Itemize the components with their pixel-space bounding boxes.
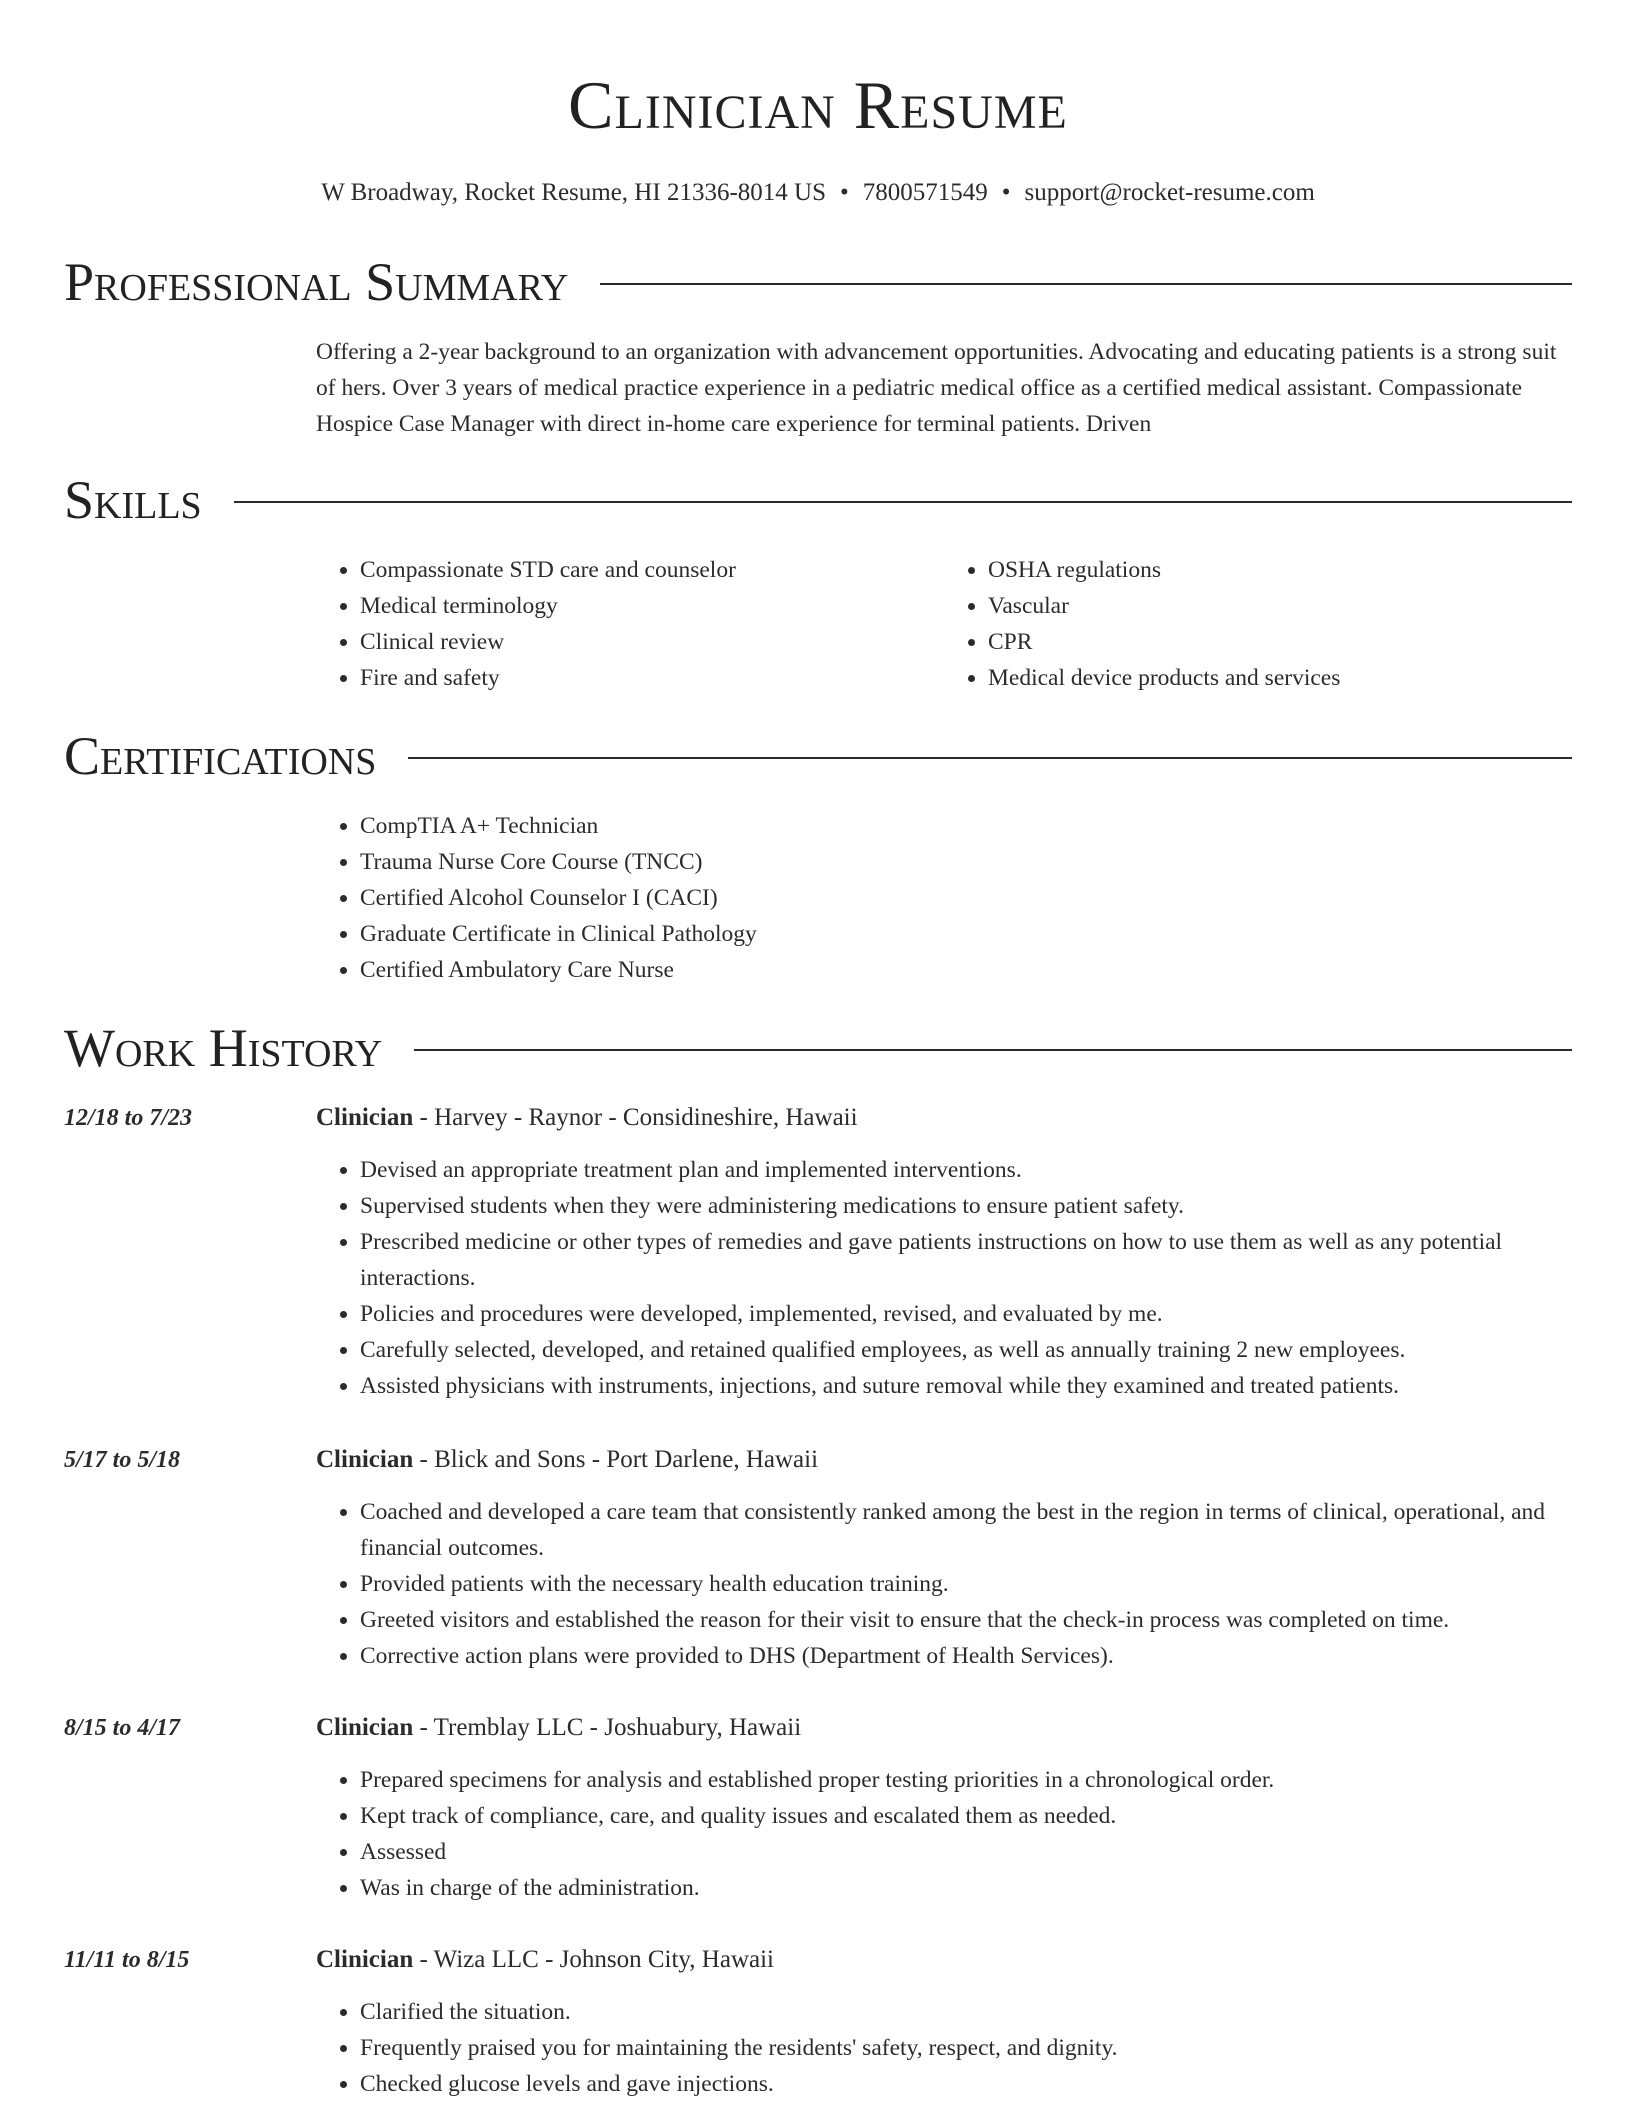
skill-item: • OSHA regulations — [988, 552, 1572, 588]
work-section-header — [64, 1018, 1572, 1078]
job-employer: - Blick and Sons - Port Darlene, Hawaii — [413, 1446, 819, 1473]
job-employer: - Tremblay LLC - Joshuabury, Hawaii — [413, 1714, 802, 1741]
job-duties-list — [316, 1152, 1572, 1404]
job-duties-list — [316, 1762, 1572, 1906]
job-duty-item: • Was in charge of the administration. — [360, 1870, 1572, 1906]
job-duties-list — [316, 1994, 1572, 2102]
contact-separator: • — [1001, 179, 1011, 206]
work-history-list — [64, 1100, 1572, 2102]
skill-item: • Compassionate STD care and counselor — [360, 552, 944, 588]
job-header — [316, 1942, 1572, 1978]
job-entry — [64, 1942, 1572, 2102]
job-duty-item: • Kept track of compliance, care, and quality issues and escalated them as needed. — [360, 1798, 1572, 1834]
job-duty-item: • Supervised students when they were administering medications to ensure patient safety. — [360, 1188, 1572, 1224]
job-dates: 5/17 to 5/18 — [64, 1447, 181, 1473]
skills-heading: Skills — [64, 470, 202, 530]
certification-item: • Certified Alcohol Counselor I (CACI) — [360, 880, 1572, 916]
job-duty-item: • Assisted physicians with instruments, injections, and suture removal while they examined and treated patients. — [360, 1368, 1572, 1404]
job-entry — [64, 1710, 1572, 1906]
job-body — [316, 1100, 1572, 1404]
job-employer: - Harvey - Raynor - Considineshire, Hawaii — [413, 1104, 858, 1131]
job-role: Clinician — [316, 1714, 414, 1741]
job-duty-item: • Coached and developed a care team that consistently ranked among the best in the region in terms of clinical, operational, and financial outcomes. — [360, 1494, 1572, 1566]
job-duty-item: • Clarified the situation. — [360, 1994, 1572, 2030]
certifications-section-header — [64, 726, 1572, 786]
contact-separator: • — [839, 179, 849, 206]
work-heading: Work History — [64, 1018, 383, 1078]
skills-list-right — [944, 552, 1572, 696]
job-employer: - Wiza LLC - Johnson City, Hawaii — [413, 1946, 774, 1973]
job-duty-item: • Carefully selected, developed, and retained qualified employees, as well as annually training 2 new employees. — [360, 1332, 1572, 1368]
contact-email: support@rocket-resume.com — [1024, 179, 1315, 206]
job-dates: 11/11 to 8/15 — [64, 1947, 190, 1973]
certification-item: • Trauma Nurse Core Course (TNCC) — [360, 844, 1572, 880]
summary-section-header — [64, 252, 1572, 312]
job-body — [316, 1442, 1572, 1674]
job-header — [316, 1100, 1572, 1136]
contact-address: W Broadway, Rocket Resume, HI 21336-8014 US — [321, 179, 826, 206]
job-duty-item: • Provided patients with the necessary health education training. — [360, 1566, 1572, 1602]
job-entry — [64, 1100, 1572, 1404]
job-dates: 12/18 to 7/23 — [64, 1105, 193, 1131]
job-body — [316, 1710, 1572, 1906]
job-duty-item: • Policies and procedures were developed, implemented, revised, and evaluated by me. — [360, 1296, 1572, 1332]
skill-item: • Clinical review — [360, 624, 944, 660]
section-divider — [234, 501, 1572, 503]
skill-item: • Vascular — [988, 588, 1572, 624]
skills-grid — [316, 552, 1572, 696]
job-duty-item: • Assessed — [360, 1834, 1572, 1870]
job-entry — [64, 1442, 1572, 1674]
job-header — [316, 1442, 1572, 1478]
summary-heading: Professional Summary — [64, 252, 569, 312]
section-divider — [600, 283, 1572, 285]
certification-item: • Graduate Certificate in Clinical Pathology — [360, 916, 1572, 952]
job-role: Clinician — [316, 1446, 414, 1473]
summary-text: Offering a 2-year background to an organization with advancement opportunities. Advocating and educating patients is a strong suit of hers. Over 3 years of medical practice experience in a pediatric medical office as a certified medical assistant. Compassionate Hospice Case Manager with direct in-home care experience for terminal patients. Driven — [316, 339, 1557, 437]
section-divider — [408, 757, 1572, 759]
skill-item: • Fire and safety — [360, 660, 944, 696]
job-duty-item: • Checked glucose levels and gave injections. — [360, 2066, 1572, 2102]
job-duty-item: • Greeted visitors and established the reason for their visit to ensure that the check-in process was completed on time. — [360, 1602, 1572, 1638]
page-title: Clinician Resume — [568, 67, 1068, 143]
job-body — [316, 1942, 1572, 2102]
certifications-block — [316, 808, 1572, 988]
certifications-list — [316, 808, 1572, 988]
job-duty-item: • Corrective action plans were provided to DHS (Department of Health Services). — [360, 1638, 1572, 1674]
section-divider — [414, 1049, 1572, 1051]
skill-item: • CPR — [988, 624, 1572, 660]
job-duties-list — [316, 1494, 1572, 1674]
resume-page — [64, 0, 1572, 2102]
certification-item: • Certified Ambulatory Care Nurse — [360, 952, 1572, 988]
job-header — [316, 1710, 1572, 1746]
job-role: Clinician — [316, 1104, 414, 1131]
certification-item: • CompTIA A+ Technician — [360, 808, 1572, 844]
skills-section-header — [64, 470, 1572, 530]
job-role: Clinician — [316, 1946, 414, 1973]
contact-phone: 7800571549 — [862, 179, 988, 206]
job-duty-item: • Frequently praised you for maintaining the residents' safety, respect, and dignity. — [360, 2030, 1572, 2066]
certifications-heading: Certifications — [64, 726, 377, 786]
skills-list-left — [316, 552, 944, 696]
skill-item: • Medical terminology — [360, 588, 944, 624]
skill-item: • Medical device products and services — [988, 660, 1572, 696]
job-duty-item: • Devised an appropriate treatment plan and implemented interventions. — [360, 1152, 1572, 1188]
contact-line — [64, 178, 1572, 208]
job-dates: 8/15 to 4/17 — [64, 1715, 181, 1741]
job-duty-item: • Prepared specimens for analysis and established proper testing priorities in a chronological order. — [360, 1762, 1572, 1798]
job-duty-item: • Prescribed medicine or other types of remedies and gave patients instructions on how to use them as well as any potential interactions. — [360, 1224, 1572, 1296]
